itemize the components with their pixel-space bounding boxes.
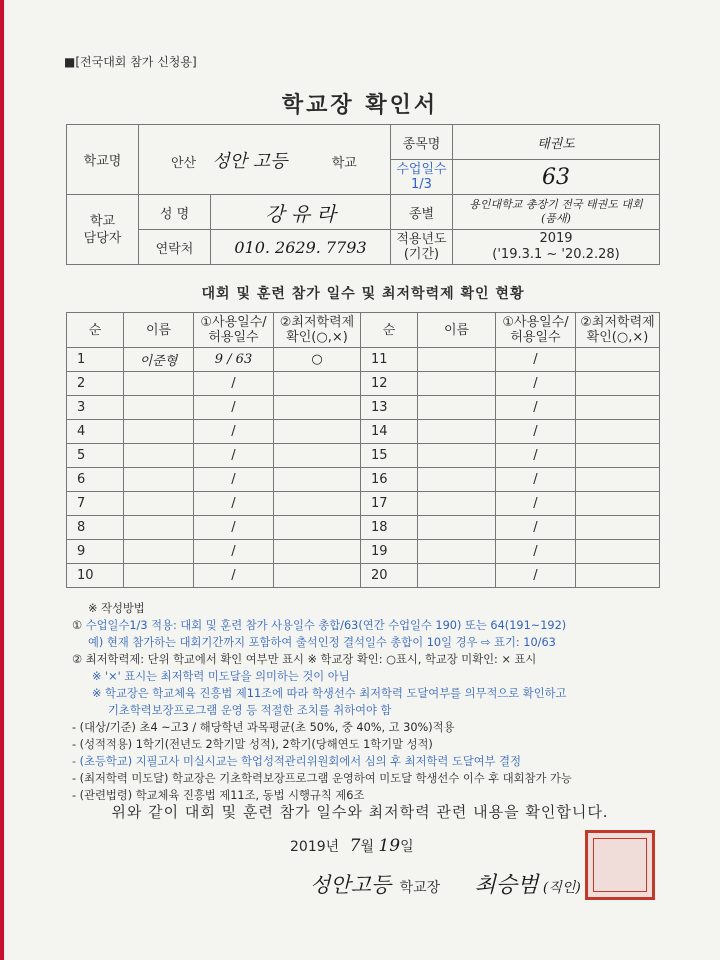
year-value-cell [453,230,660,265]
row-name-2 [418,516,496,540]
note-3: ※ '×' 표시는 최저학력 미도달을 의미하는 것이 아님 [92,670,350,683]
row-days: / [194,516,274,540]
table-row [67,516,660,540]
row-days-2: / [496,348,576,372]
row-name [124,540,194,564]
note-4: ※ 학교장은 학교체육 진흥법 제11조에 따라 학생선수 최저학력 도달여부를 의무적으로 확인하고 [92,687,567,700]
row-no: 6 [67,468,124,492]
row-days: / [194,468,274,492]
class-days-label-1: 수업일수 [396,162,447,177]
note-1 [72,617,680,634]
row-no: 5 [67,444,124,468]
row-no-2: 17 [361,492,418,516]
row-name-2 [418,444,496,468]
row-name-2 [418,372,496,396]
row-check-2 [576,492,660,516]
manager-label-2: 담당자 [83,230,122,246]
row-check-2 [576,564,660,588]
year-period: ('19.3.1 ~ '20.2.28) [492,247,620,262]
note-2 [72,651,680,668]
row-check [274,372,361,396]
table-header-row [67,313,660,348]
table-row [67,564,660,588]
col-name-2: 이름 [418,313,496,348]
note-1b: 예) 현재 참가하는 대회기간까지 포함하여 출석인정 결석일수 총합이 10일 경우 ⇨ 표기: 10/63 [88,636,556,649]
col-check-2col-2: 확인(○,×) [586,330,649,345]
col-days-2col-1: ①사용일수/ [502,315,569,330]
row-check-2 [576,396,660,420]
date-month-hw: 7 [349,836,361,856]
school-label: 학교명 [67,125,139,195]
note-6: - (성적적용) 1학기(전년도 2학기말 성적), 2학기(당해연도 1학기말 성적) [72,738,433,751]
row-no-2: 11 [361,348,418,372]
type-label: 종별 [391,195,453,230]
row-no: 3 [67,396,124,420]
signature-school: 성안고등 [310,873,392,897]
year-value: 2019 [539,231,573,246]
school-cell [139,125,391,195]
row-name-2 [418,492,496,516]
school-city: 안산 [171,155,197,171]
class-days-value: 63 [453,160,660,195]
date-month: 월 [360,839,374,855]
confirmation-text: 위와 같이 대회 및 훈련 참가 일수와 최저학력 관련 내용을 확인합니다. [111,803,609,821]
row-check-2 [576,348,660,372]
year-label [391,230,453,265]
row-name: 이준형 [124,348,194,372]
col-days [194,313,274,348]
row-days: / [194,396,274,420]
note-5: - (대상/기준) 초4 ~고3 / 해당학년 과목평균(초 50%, 중 40%, 고 30%)적용 [72,721,455,734]
sport-value: 태권도 [453,125,660,160]
signature-line [310,868,581,899]
row-check [274,540,361,564]
note-4b: 기초학력보장프로그램 운영 등 적절한 조치를 취하여야 함 [108,704,392,717]
row-days-2: / [496,516,576,540]
table-row [67,396,660,420]
row-no: 8 [67,516,124,540]
row-check [274,516,361,540]
row-no: 4 [67,420,124,444]
row-no-2: 14 [361,420,418,444]
row-days-2: / [496,444,576,468]
note-1-prefix: ① [72,619,86,632]
type-value-2: (품새) [541,212,571,225]
row-check [274,420,361,444]
col-days-1: ①사용일수/ [200,315,267,330]
row-no: 10 [67,564,124,588]
contact-value: 010. 2629. 7793 [211,230,391,265]
year-label-1: 적용년도 [396,232,447,247]
row-no: 7 [67,492,124,516]
school-suffix: 학교 [331,155,357,171]
row-no: 9 [67,540,124,564]
row-no-2: 13 [361,396,418,420]
row-days-2: / [496,396,576,420]
row-no: 2 [67,372,124,396]
row-no-2: 19 [361,540,418,564]
row-no-2: 16 [361,468,418,492]
manager-label [67,195,139,265]
note-8: - (최저학력 미도달) 학교장은 기초학력보장프로그램 운영하여 미도달 학생선수 이수 후 대회참가 가능 [72,772,572,785]
row-name [124,396,194,420]
row-name [124,420,194,444]
col-check-2col [576,313,660,348]
notes-heading: ※ 작성방법 [88,602,145,615]
name-value: 강 유 라 [211,195,391,230]
row-name [124,372,194,396]
row-name [124,468,194,492]
contact-label: 연락처 [139,230,211,265]
signature-seal-mark: (직인) [542,880,581,896]
row-days-2: / [496,540,576,564]
row-no-2: 18 [361,516,418,540]
col-check [274,313,361,348]
row-days-2: / [496,492,576,516]
col-days-2col-2: 허용일수 [510,330,561,345]
row-check [274,444,361,468]
participation-table [66,312,660,588]
name-label: 성 명 [139,195,211,230]
type-value [453,195,660,230]
col-days-2col [496,313,576,348]
row-check-2 [576,540,660,564]
table-row [67,540,660,564]
row-no-2: 20 [361,564,418,588]
form-label: ■[전국대회 참가 신청용] [64,55,197,69]
row-days-2: / [496,564,576,588]
row-name-2 [418,540,496,564]
manager-label-1: 학교 [89,213,116,229]
signature-name: 최승범 [474,873,539,898]
row-days-2: / [496,372,576,396]
row-check: ○ [274,348,361,372]
date-day: 일 [400,839,414,855]
row-check-2 [576,372,660,396]
row-check-2 [576,420,660,444]
school-name: 성안 고등 [212,150,288,172]
official-seal-stamp [585,830,655,900]
col-check-1: ②최저학력제 [279,315,355,330]
row-no-2: 12 [361,372,418,396]
row-name [124,492,194,516]
col-no-2: 순 [361,313,418,348]
table-row [67,348,660,372]
row-days: / [194,492,274,516]
row-name-2 [418,564,496,588]
row-days: / [194,420,274,444]
row-check-2 [576,516,660,540]
class-days-label-2: 1/3 [411,177,432,192]
row-check [274,468,361,492]
col-check-2col-1: ②최저학력제 [580,315,655,330]
date-day-hw: 19 [378,836,401,856]
row-days: / [194,444,274,468]
note-9: - (관련법령) 학교체육 진흥법 제11조, 동법 시행규칙 제6조 [72,789,365,802]
row-check [274,492,361,516]
row-check-2 [576,444,660,468]
row-name [124,516,194,540]
row-name [124,444,194,468]
col-check-2: 확인(○,×) [286,330,348,345]
row-name-2 [418,420,496,444]
table-row [67,420,660,444]
table-row [67,372,660,396]
document-title: 학교장 확인서 [281,93,439,118]
class-days-label [391,160,453,195]
section-title: 대회 및 훈련 참가 일수 및 최저학력제 확인 현황 [201,286,525,302]
row-name-2 [418,396,496,420]
row-name-2 [418,348,496,372]
row-name-2 [418,468,496,492]
row-check-2 [576,468,660,492]
row-days: / [194,564,274,588]
row-days: / [194,372,274,396]
row-name [124,564,194,588]
row-no-2: 15 [361,444,418,468]
row-no: 1 [67,348,124,372]
row-check [274,564,361,588]
instructions [72,600,680,804]
date-year: 2019년 [290,839,340,855]
table-row [67,468,660,492]
info-table [66,124,660,265]
table-row [67,444,660,468]
table-row [67,492,660,516]
note-7: - (초등학교) 지필고사 미실시교는 학업성적관리위원회에서 심의 후 최저학력 도달여부 결정 [72,755,521,768]
row-days-2: / [496,420,576,444]
sign-date [290,836,414,856]
col-name: 이름 [124,313,194,348]
note-2-prefix: ② [72,653,86,666]
row-days: / [194,540,274,564]
col-no: 순 [67,313,124,348]
sport-label: 종목명 [391,125,453,160]
type-value-1: 용인대학교 총장기 전국 태권도 대회 [469,198,643,211]
signature-title: 학교장 [399,880,441,896]
col-days-2: 허용일수 [208,330,259,345]
row-days-2: / [496,468,576,492]
row-check [274,396,361,420]
note-1-text: 수업일수1/3 적용: 대회 및 훈련 참가 사용일수 총합/63(연간 수업일수 190) 또는 64(191~192) [85,619,567,632]
year-label-2: (기간) [403,247,440,262]
row-days: 9 / 63 [194,348,274,372]
note-2-text: 최저학력제: 단위 학교에서 확인 여부만 표시 ※ 학교장 확인: ○표시, 학교장 미확인: × 표시 [85,653,537,666]
